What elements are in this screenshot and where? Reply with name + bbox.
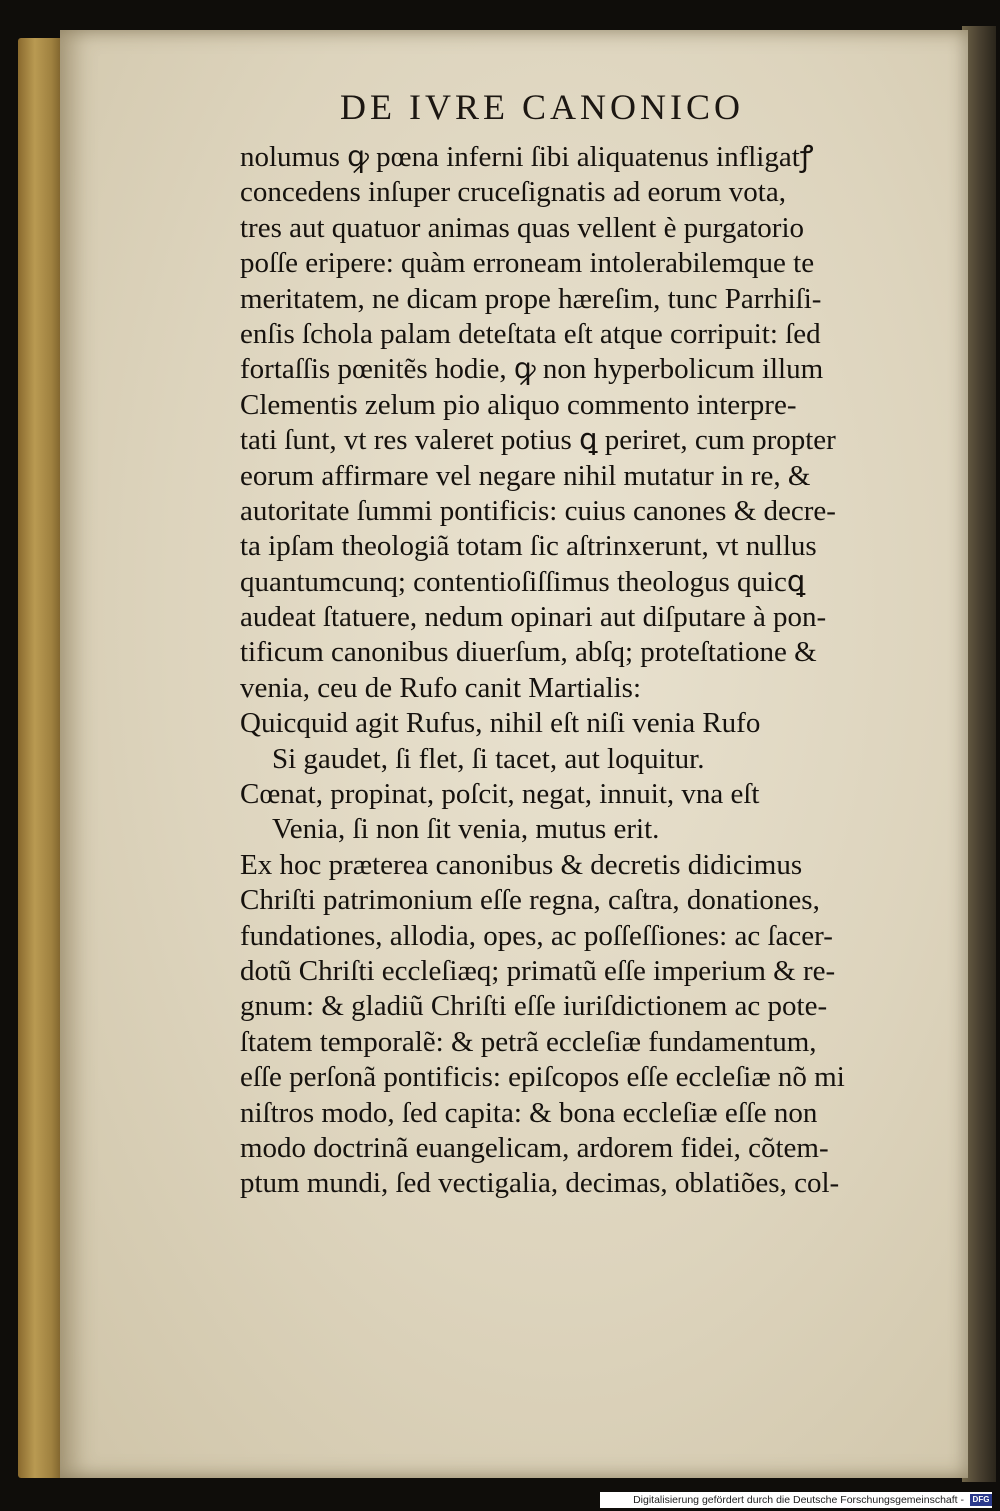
- text-line: niſtros modo, ſed capita: & bona eccleſiæ eſſe non: [240, 1096, 818, 1129]
- text-line: tificum canonibus diuerſum, abſq; proteſtatione &: [240, 636, 817, 669]
- text-line: ſtatem temporalẽ: & petrã eccleſiæ fundamentum,: [240, 1025, 817, 1058]
- text-line: Clementis zelum pio aliquo commento interpre-: [240, 388, 797, 421]
- text-line: Quicquid agit Rufus, nihil eſt niſi venia Rufo: [240, 707, 761, 740]
- text-line: eorum affirmare vel negare nihil mutatur in re, &: [240, 459, 811, 492]
- text-block: [240, 140, 940, 1202]
- text-line: venia, ceu de Rufo canit Martialis:: [240, 671, 642, 704]
- running-head: DE IVRE CANONICO: [340, 87, 744, 127]
- dfg-logo-icon: DFG: [970, 1494, 992, 1506]
- text-line: audeat ſtatuere, nedum opinari aut diſputare à pon-: [240, 601, 827, 634]
- book-binding: [18, 38, 66, 1478]
- footer-bar: [600, 1492, 992, 1508]
- text-line: modo doctrinã euangelicam, ardorem fidei, cõtem-: [240, 1131, 829, 1164]
- text-line: nolumus ꝙ pœna inferni ſibi aliquatenus infligatꝭ: [240, 141, 814, 173]
- text-line: autoritate ſummi pontificis: cuius canones & decre-: [240, 494, 836, 527]
- text-line: enſis ſchola palam deteſtata eſt atque corripuit: ſed: [240, 317, 821, 350]
- text-line: ta ipſam theologiã totam ſic aſtrinxerunt, vt nullus: [240, 530, 817, 563]
- text-line: Si gaudet, ſi flet, ſi tacet, aut loquitur.: [272, 742, 705, 775]
- footer-credit: Digitalisierung gefördert durch die Deutsche Forschungsgemeinschaft -: [633, 1494, 964, 1506]
- text-line: tres aut quatuor animas quas vellent è purgatorio: [240, 211, 804, 244]
- text-line: meritatem, ne dicam prope hæreſim, tunc Parrhiſi-: [240, 282, 822, 315]
- text-line: Ex hoc præterea canonibus & decretis didicimus: [240, 848, 803, 881]
- text-line: quantumcunq; contentioſiſſimus theologus quicꝗ: [240, 565, 806, 598]
- text-line: fortaſſis pœnitẽs hodie, ꝙ non hyperbolicum illum: [240, 353, 824, 386]
- text-line: eſſe perſonã pontificis: epiſcopos eſſe eccleſiæ nõ mi: [240, 1061, 845, 1094]
- text-line: ptum mundi, ſed vectigalia, decimas, oblatiões, col-: [240, 1167, 840, 1200]
- text-line: tati ſunt, vt res valeret potius ꝗ periret, cum propter: [240, 424, 836, 457]
- text-line: Cœnat, propinat, poſcit, negat, innuit, vna eſt: [240, 778, 760, 811]
- text-line: Chriſti patrimonium eſſe regna, caſtra, donationes,: [240, 884, 820, 917]
- text-line: concedens inſuper cruceſignatis ad eorum vota,: [240, 176, 786, 209]
- text-line: fundationes, allodia, opes, ac poſſeſſiones: ac ſacer-: [240, 919, 833, 952]
- text-line: Venia, ſi non ſit venia, mutus erit.: [272, 813, 660, 846]
- text-line: dotũ Chriſti eccleſiæq; primatũ eſſe imperium & re-: [240, 954, 836, 987]
- text-line: poſſe eripere: quàm erroneam intolerabilemque te: [240, 247, 815, 280]
- text-line: gnum: & gladiũ Chriſti eſſe iuriſdictionem ac pote-: [240, 990, 828, 1023]
